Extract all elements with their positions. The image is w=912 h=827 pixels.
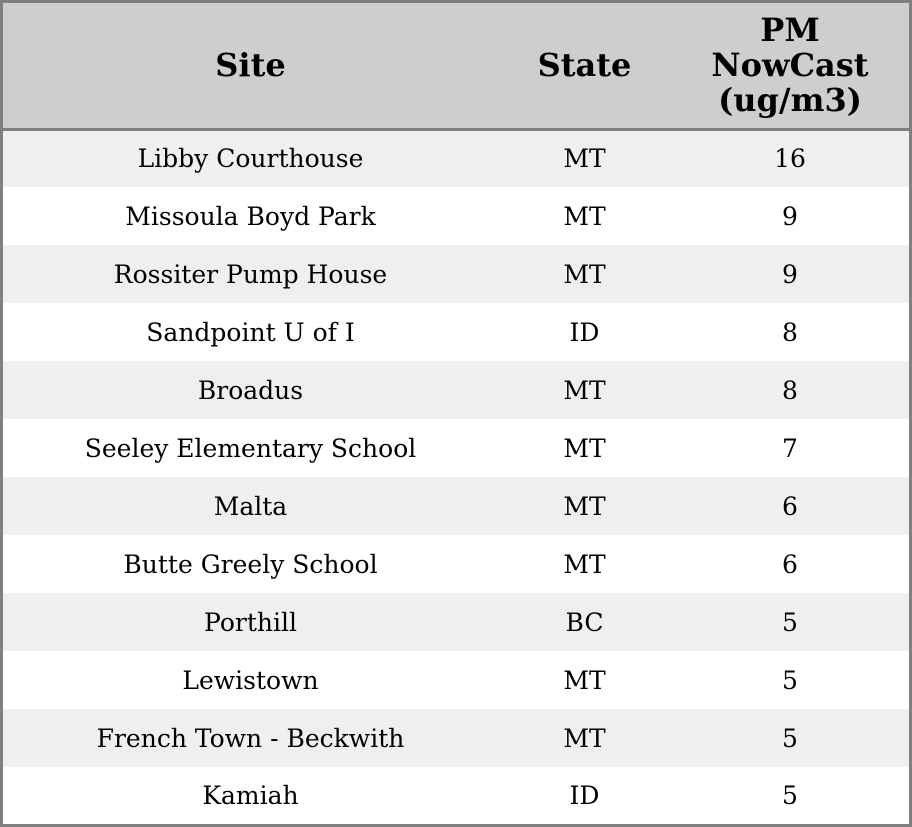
table-row: [3, 187, 909, 245]
cell-pm-value: 9: [782, 259, 798, 289]
table-row: [3, 593, 909, 651]
cell-state: MT: [563, 144, 606, 174]
cell-site: French Town - Beckwith: [96, 723, 405, 753]
column-header-state: State: [498, 3, 671, 129]
cell-site: Butte Greely School: [123, 549, 378, 579]
cell-pm-value: 16: [774, 144, 806, 174]
column-header-site: Site: [3, 3, 498, 129]
table-row: [3, 129, 909, 187]
cell-site: Lewistown: [182, 665, 319, 695]
cell-state: MT: [563, 375, 606, 405]
cell-state: MT: [563, 433, 606, 463]
table-row: [3, 535, 909, 593]
cell-site: Seeley Elementary School: [84, 433, 417, 463]
cell-pm-value: 7: [782, 433, 798, 463]
pm-header-text: PM NowCast (ug/m3): [711, 10, 869, 119]
table-row: [3, 477, 909, 535]
cell-pm-value: 9: [782, 201, 798, 231]
cell-site: Kamiah: [202, 780, 299, 810]
cell-state: MT: [563, 491, 606, 521]
table-row: [3, 767, 909, 823]
cell-state: MT: [563, 259, 606, 289]
cell-site: Rossiter Pump House: [113, 259, 388, 289]
cell-state: BC: [565, 607, 604, 637]
cell-pm-value: 6: [782, 549, 798, 579]
cell-site: Broadus: [197, 375, 304, 405]
pm-nowcast-table: [3, 3, 909, 823]
cell-state: MT: [563, 723, 606, 753]
cell-site: Libby Courthouse: [137, 144, 364, 174]
cell-pm-value: 6: [782, 491, 798, 521]
header-row: [3, 3, 909, 129]
column-header-pm-nowcast: [671, 3, 909, 129]
table-row: [3, 303, 909, 361]
table-row: [3, 419, 909, 477]
table-row: [3, 245, 909, 303]
cell-site: Sandpoint U of I: [146, 317, 355, 347]
cell-state: ID: [569, 780, 600, 810]
cell-pm-value: 5: [782, 780, 798, 810]
cell-site: Malta: [213, 491, 288, 521]
table-row: [3, 709, 909, 767]
cell-site: Porthill: [204, 607, 297, 637]
table-row: [3, 361, 909, 419]
cell-pm-value: 8: [782, 375, 798, 405]
cell-pm-value: 5: [782, 665, 798, 695]
cell-pm-value: 5: [782, 607, 798, 637]
cell-state: MT: [563, 549, 606, 579]
cell-state: MT: [563, 201, 606, 231]
cell-state: MT: [563, 665, 606, 695]
cell-state: ID: [569, 317, 600, 347]
cell-site: Missoula Boyd Park: [125, 201, 376, 231]
cell-pm-value: 5: [782, 723, 798, 753]
table-row: [3, 651, 909, 709]
cell-pm-value: 8: [782, 317, 798, 347]
